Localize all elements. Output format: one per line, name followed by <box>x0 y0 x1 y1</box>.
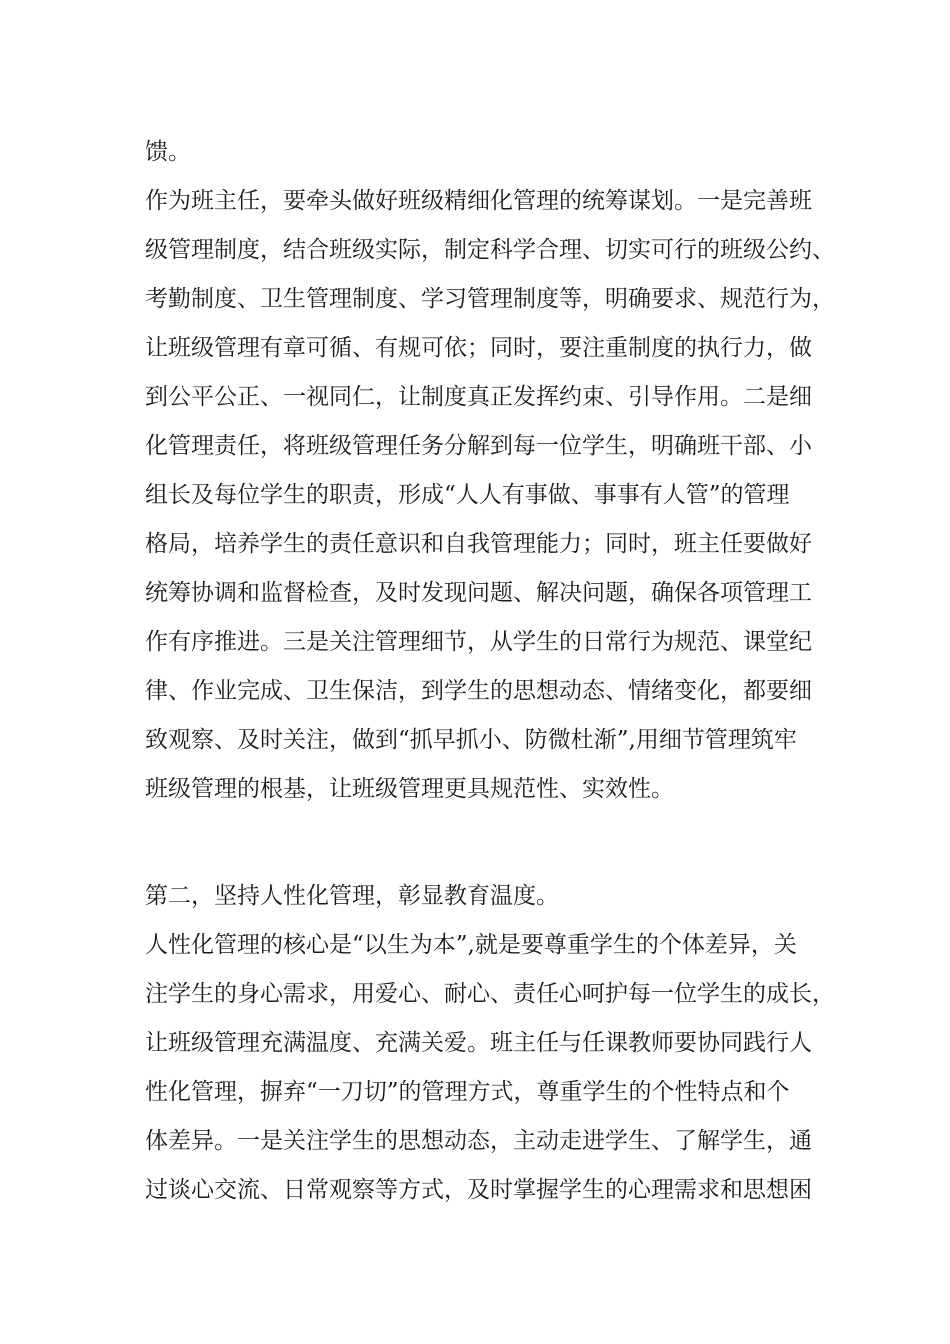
humanized-paragraph-line: 过谈心交流、日常观察等方式，及时掌握学生的心理需求和思想困 <box>145 1177 812 1203</box>
planning-paragraph-line: 致观察、及时关注，做到“抓早抓小、防微杜渐”,用细节管理筑牢 <box>145 727 797 753</box>
humanized-paragraph-line: 注学生的身心需求，用爱心、耐心、责任心呵护每一位学生的成长， <box>145 981 835 1007</box>
planning-paragraph-line: 让班级管理有章可循、有规可依；同时，要注重制度的执行力，做 <box>145 335 812 361</box>
humanized-paragraph-line: 让班级管理充满温度、充满关爱。班主任与任课教师要协同践行人 <box>145 1030 812 1056</box>
planning-paragraph-line: 作有序推进。三是关注管理细节，从学生的日常行为规范、课堂纪 <box>145 629 812 655</box>
humanized-paragraph-line: 体差异。一是关注学生的思想动态，主动走进学生、了解学生，通 <box>145 1128 812 1154</box>
humanized-paragraph-line: 人性化管理的核心是“以生为本”,就是要尊重学生的个体差异，关 <box>145 932 797 958</box>
planning-paragraph-line: 级管理制度，结合班级实际，制定科学合理、切实可行的班级公约、 <box>145 237 835 263</box>
planning-paragraph-line: 到公平公正、一视同仁，让制度真正发挥约束、引导作用。二是细 <box>145 384 812 410</box>
planning-paragraph-line: 组长及每位学生的职责，形成“人人有事做、事事有人管”的管理 <box>145 482 790 508</box>
planning-paragraph-line: 统筹协调和监督检查，及时发现问题、解决问题，确保各项管理工 <box>145 580 812 606</box>
planning-paragraph-line: 班级管理的根基，让班级管理更具规范性、实效性。 <box>145 776 674 802</box>
planning-paragraph-line: 律、作业完成、卫生保洁，到学生的思想动态、情绪变化，都要细 <box>145 678 812 704</box>
section-heading-2: 第二，坚持人性化管理，彰显教育温度。 <box>145 883 559 909</box>
planning-paragraph-line: 考勤制度、卫生管理制度、学习管理制度等，明确要求、规范行为， <box>145 286 835 312</box>
planning-paragraph-line: 格局，培养学生的责任意识和自我管理能力；同时，班主任要做好 <box>145 531 812 557</box>
paragraph-continuation-line: 馈。 <box>145 139 191 165</box>
humanized-paragraph-line: 性化管理，摒弃“一刀切”的管理方式，尊重学生的个性特点和个 <box>145 1079 790 1105</box>
planning-paragraph-line: 作为班主任，要牵头做好班级精细化管理的统筹谋划。一是完善班 <box>145 188 812 214</box>
planning-paragraph-line: 化管理责任，将班级管理任务分解到每一位学生，明确班干部、小 <box>145 433 812 459</box>
